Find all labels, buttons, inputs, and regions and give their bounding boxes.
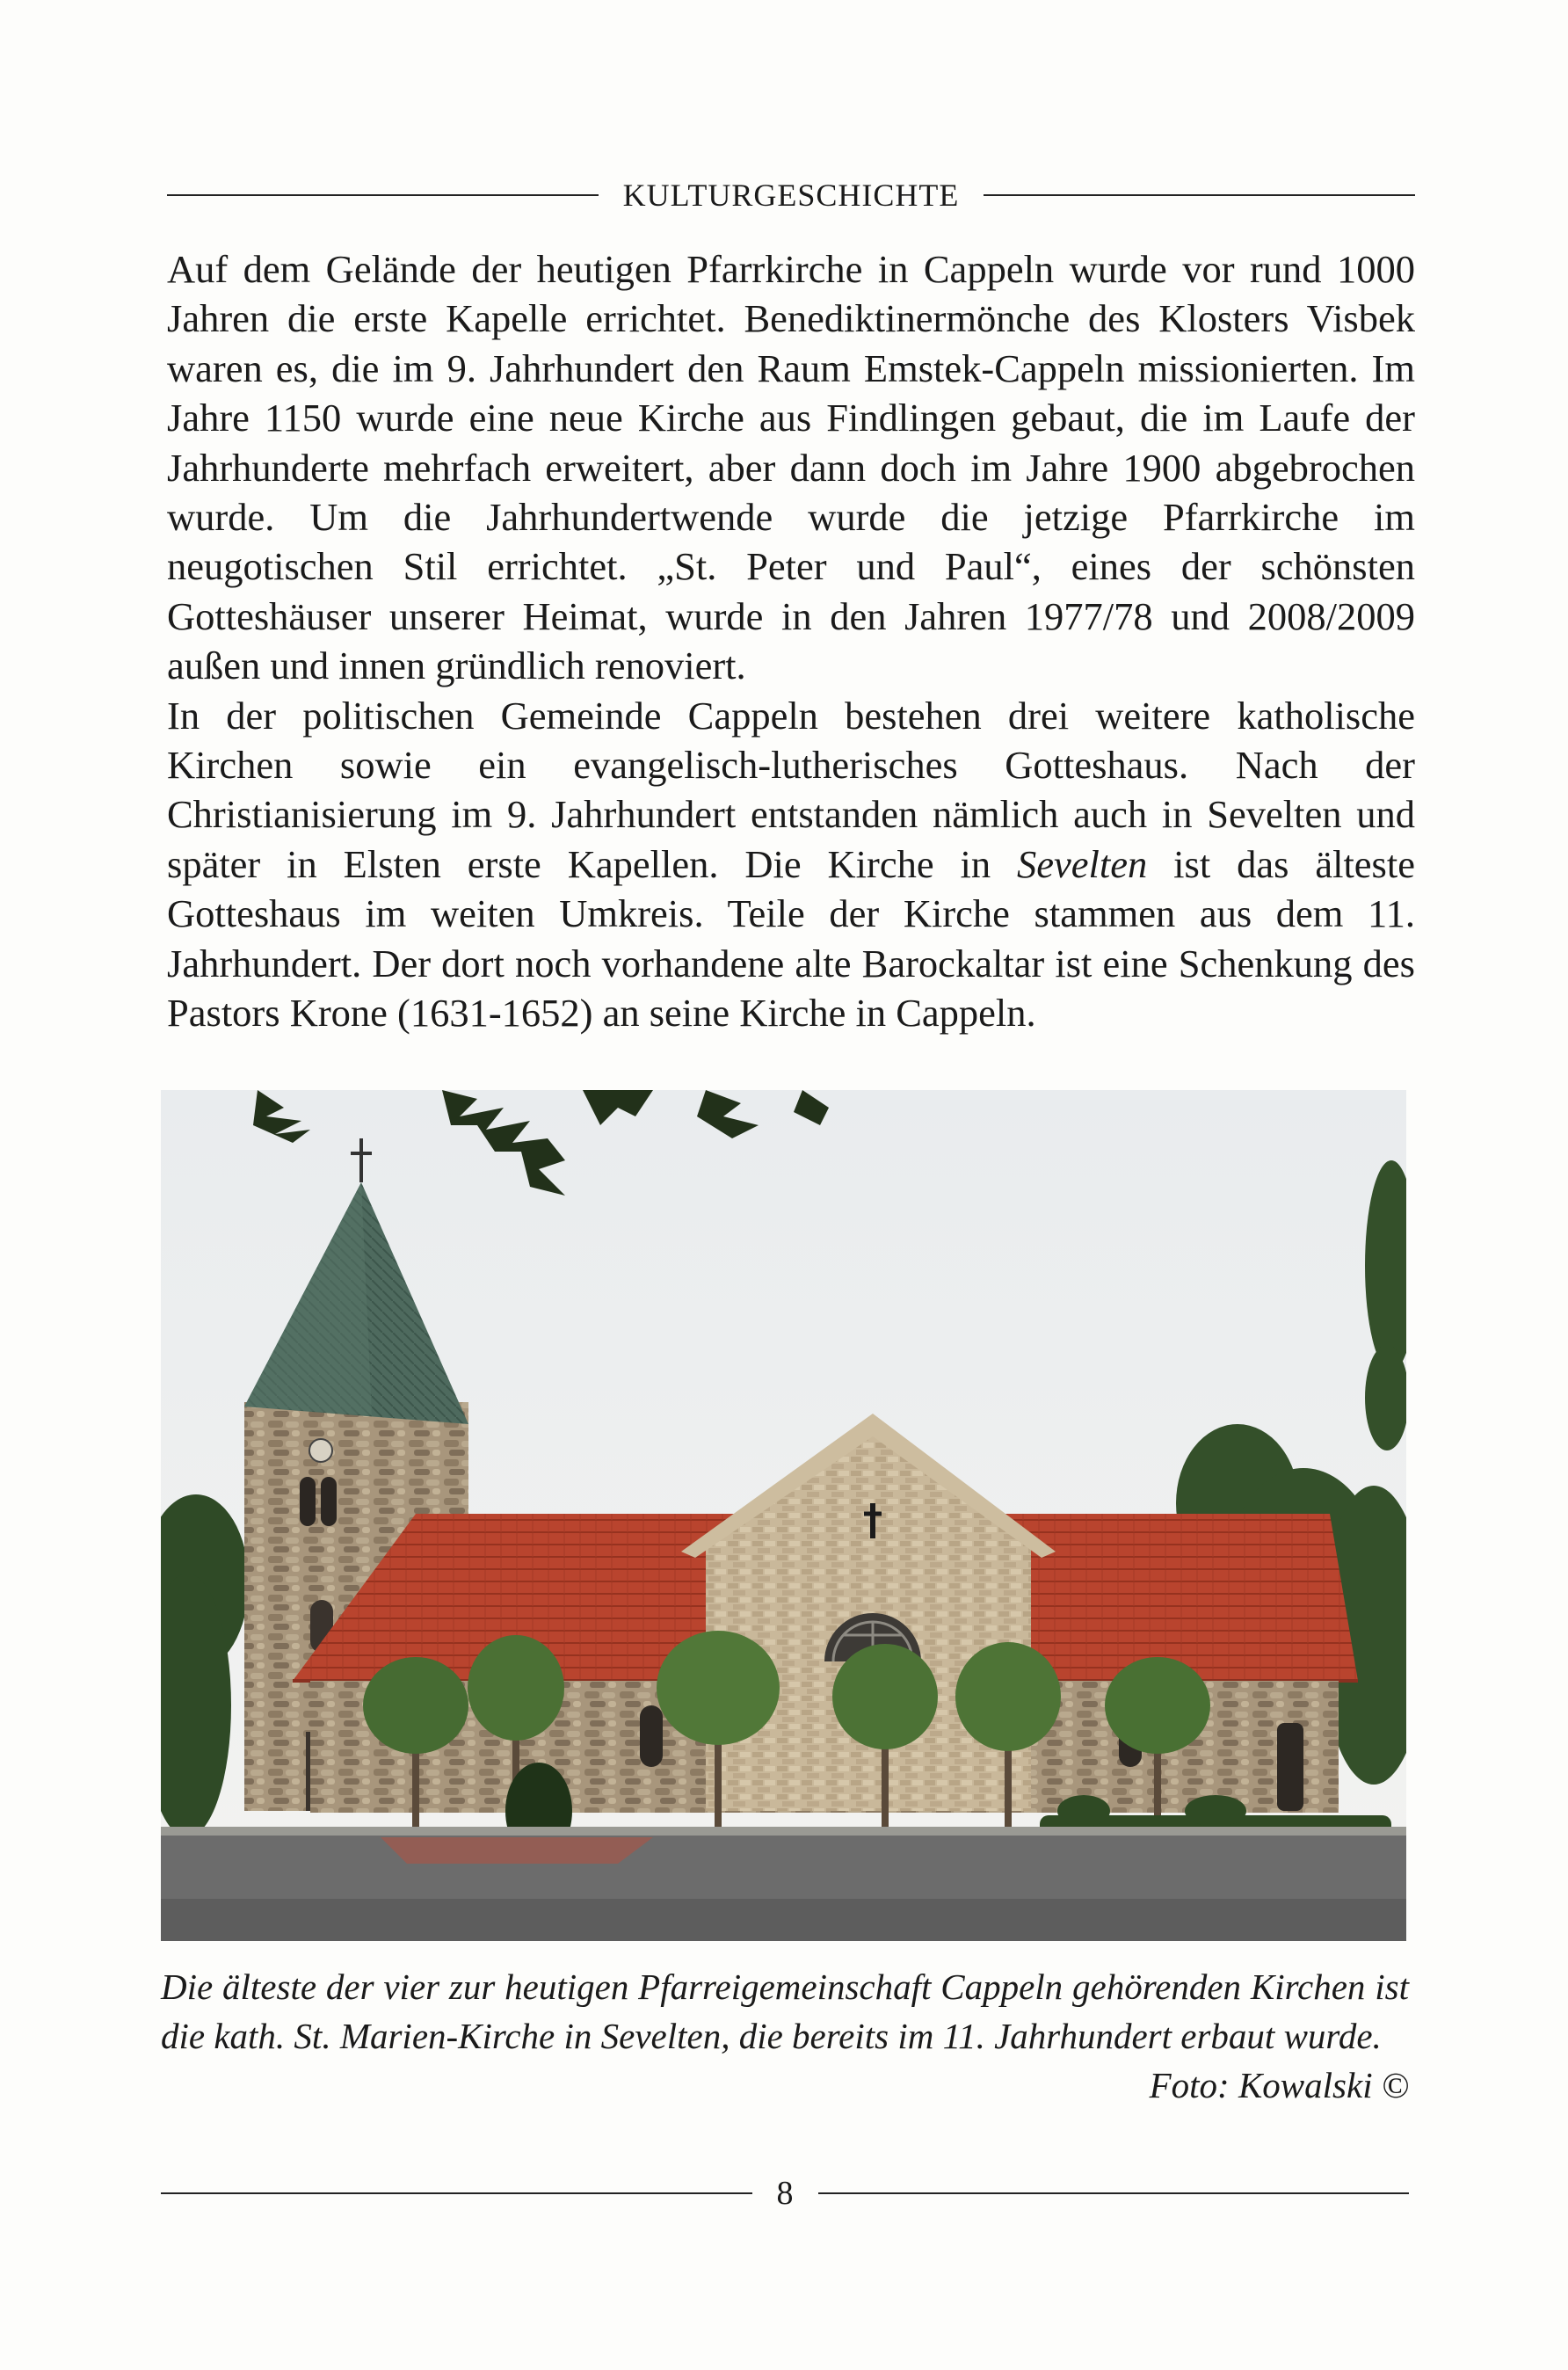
footer-rule-left [161, 2192, 752, 2194]
paragraph-1: Auf dem Gelände der heutigen Pfarrkirche in Cappeln wurde vor rund 1000 Jahren die erste Kapelle errichtet. Benediktinermönche des Klosters Visbek waren es, die im 9. Jahrhundert den Raum Emstek-Cappeln missionierten. Im Jahre 1150 wurde eine neue Kirche aus Findlingen gebaut, die im Laufe der Jahrhunderte mehrfach erweitert, aber dann doch im Jahre 1900 abgebrochen wurde. Um die Jahrhundertwende wurde die jetzige Pfarrkirche im neugotischen Stil errichtet. „St. Peter und Paul“, eines der schönsten Gotteshäuser unserer Heimat, wurde in den Jahren 1977/78 und 2008/2009 außen und innen gründlich renoviert. [167, 247, 1415, 688]
church-photo [161, 1090, 1406, 1941]
paragraph-2-text-a: In der politischen Gemeinde Cappeln bestehen drei weitere katholische Kirchen sowie ein evangelisch-lutherisches Gotteshaus. Nach der Christianisierung im 9. Jahrhundert entstanden nämlich auch in Sevelten und später in Elsten erste Kapellen. Die Kirche in [167, 693, 1415, 886]
figure-caption [161, 1962, 1409, 2110]
footer-rule-right [818, 2192, 1410, 2194]
photo-credit: Foto: Kowalski © [1149, 2065, 1409, 2105]
page-header [167, 176, 1415, 214]
paragraph-2 [167, 691, 1415, 1038]
caption-text: Die älteste der vier zur heutigen Pfarreigemeinschaft Cappeln gehörenden Kirchen ist die kath. St. Marien-Kirche in Sevelten, die bereits im 11. Jahrhundert erbaut wurde. [161, 1967, 1409, 2056]
article-body [167, 244, 1415, 1038]
header-rule-right [984, 194, 1415, 196]
page-footer [161, 2171, 1409, 2215]
section-title: KULTURGESCHICHTE [622, 178, 960, 213]
page-number: 8 [776, 2175, 794, 2212]
paragraph-2-text-b: ist das älteste Gotteshaus im weiten Umkreis. Teile der Kirche stammen aus dem 11. Jahrhundert. Der dort noch vorhandene alte Barockaltar ist eine Schenkung des Pastors Krone (1631-1652) an seine Kirche in Cappeln. [167, 841, 1415, 1036]
paragraph-2-emphasis: Sevelten [1017, 841, 1148, 886]
header-rule-left [167, 194, 599, 196]
